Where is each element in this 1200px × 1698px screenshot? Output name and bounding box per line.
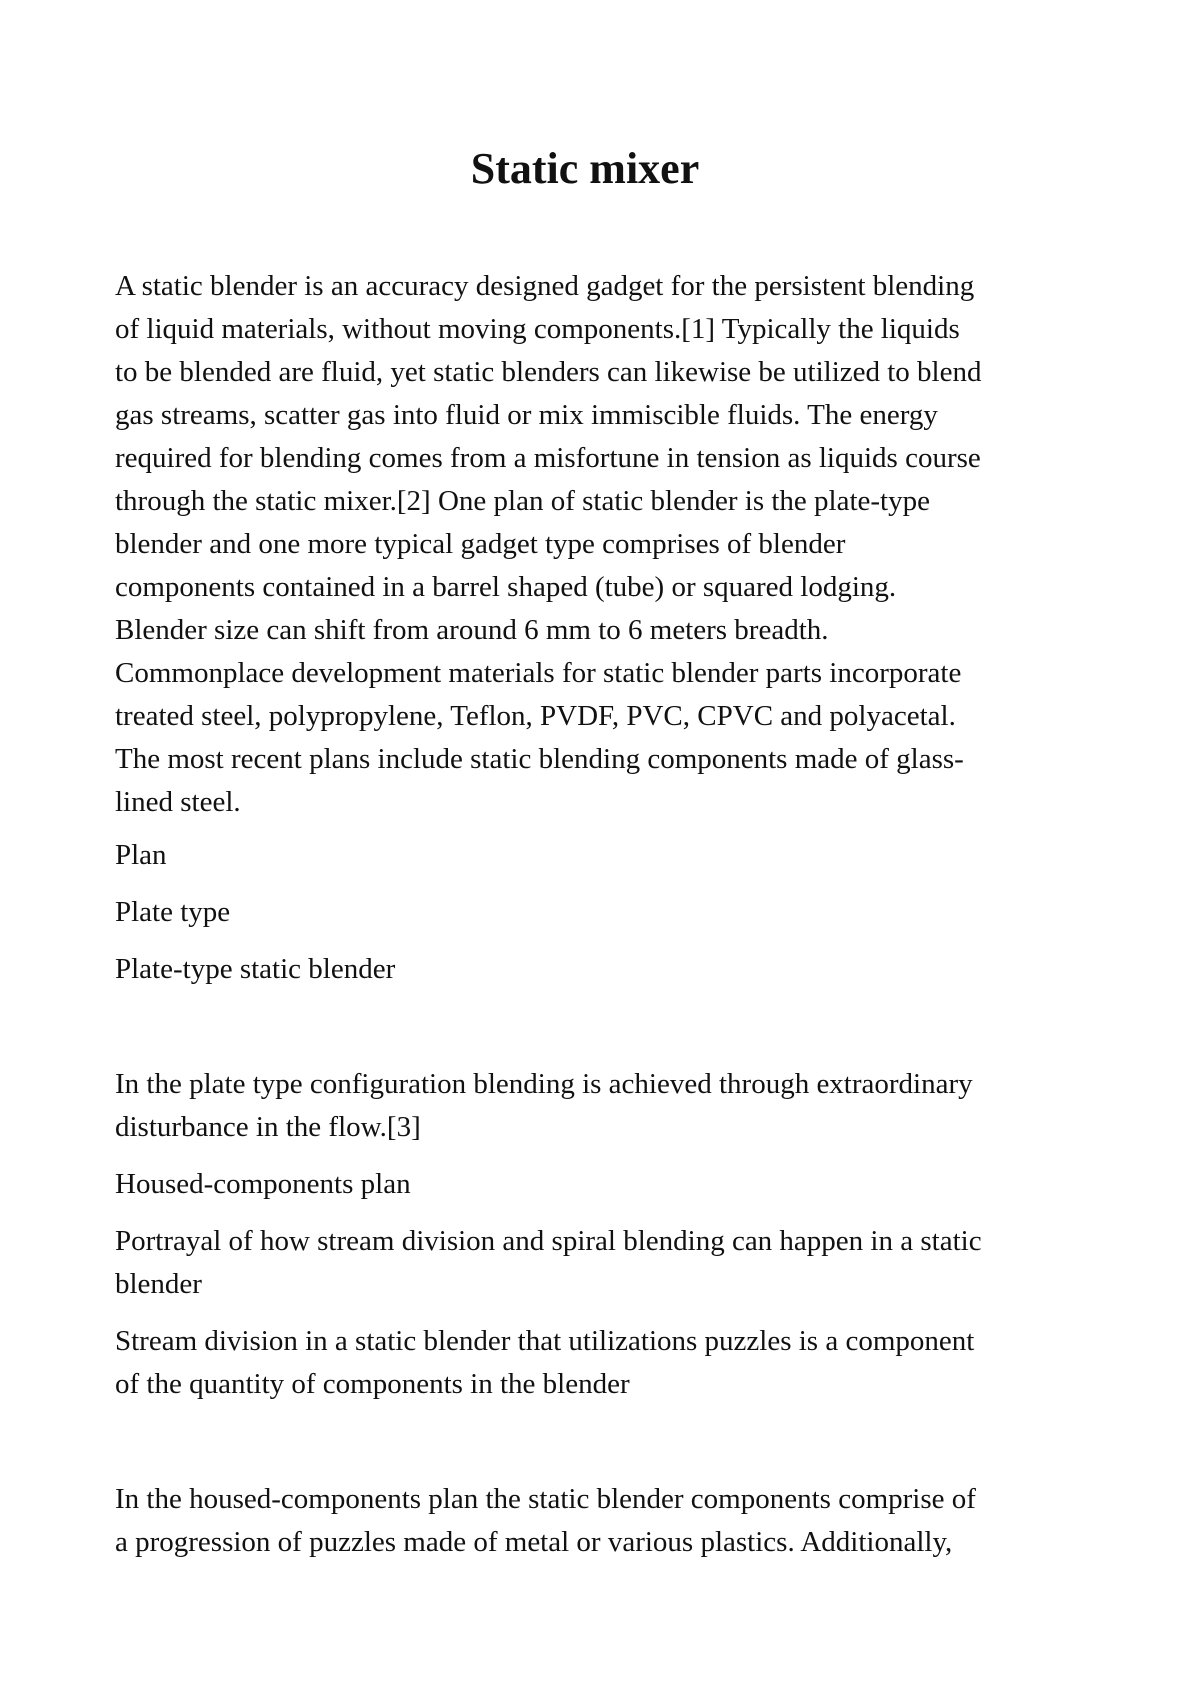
plate-type-paragraph (115, 1063, 1095, 1149)
intro-line: components contained in a barrel shaped (tube) or squared lodging. (115, 571, 897, 603)
figure-caption-portrayal (115, 1220, 1095, 1306)
intro-line: blender and one more typical gadget type comprises of blender (115, 528, 846, 560)
plate-type-line: In the plate type configuration blending is achieved through extraordinary (115, 1068, 973, 1100)
intro-line: to be blended are fluid, yet static blenders can likewise be utilized to blend (115, 356, 982, 388)
section-heading-housed-components: Housed-components plan (115, 1168, 411, 1200)
intro-line: Blender size can shift from around 6 mm to 6 meters breadth. (115, 614, 829, 646)
figure-caption-plate-type: Plate-type static blender (115, 953, 396, 985)
intro-line: A static blender is an accuracy designed gadget for the persistent blending (115, 270, 975, 302)
intro-line: treated steel, polypropylene, Teflon, PVDF, PVC, CPVC and polyacetal. (115, 700, 956, 732)
plate-type-line: disturbance in the flow.[3] (115, 1111, 421, 1143)
caption-stream-line: of the quantity of components in the blender (115, 1368, 630, 1400)
intro-line: The most recent plans include static blending components made of glass- (115, 743, 964, 775)
document-title: Static mixer (470, 144, 700, 193)
housed-components-paragraph (115, 1478, 1095, 1564)
section-heading-plan: Plan (115, 839, 167, 871)
figure-caption-stream-division (115, 1320, 1095, 1406)
caption-portrayal-line: blender (115, 1268, 202, 1300)
housed-line: a progression of puzzles made of metal or various plastics. Additionally, (115, 1526, 953, 1558)
caption-stream-line: Stream division in a static blender that utilizations puzzles is a component (115, 1325, 975, 1357)
intro-line: required for blending comes from a misfortune in tension as liquids course (115, 442, 981, 474)
section-heading-plate-type: Plate type (115, 896, 231, 928)
caption-portrayal-line: Portrayal of how stream division and spiral blending can happen in a static (115, 1225, 982, 1257)
intro-paragraph (115, 265, 1095, 824)
intro-line: gas streams, scatter gas into fluid or mix immiscible fluids. The energy (115, 399, 938, 431)
intro-line: through the static mixer.[2] One plan of static blender is the plate-type (115, 485, 930, 517)
intro-line: of liquid materials, without moving components.[1] Typically the liquids (115, 313, 960, 345)
intro-line: Commonplace development materials for static blender parts incorporate (115, 657, 962, 689)
housed-line: In the housed-components plan the static blender components comprise of (115, 1483, 976, 1515)
intro-line: lined steel. (115, 786, 241, 818)
